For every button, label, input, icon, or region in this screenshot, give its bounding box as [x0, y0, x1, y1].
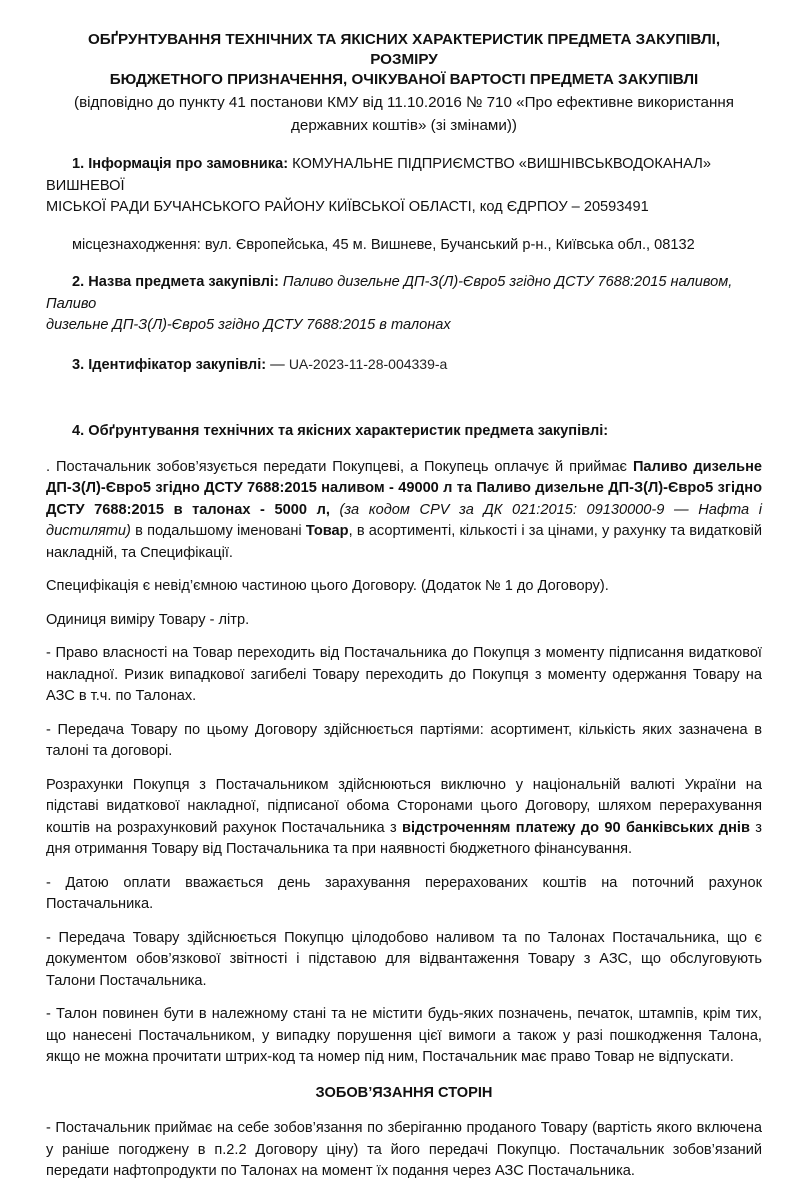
paragraph-supply-terms: [46, 457, 762, 565]
section-subject-text-2: дизельне ДП-З(Л)-Євро5 згідно ДСТУ 7688:2015 в талонах: [46, 317, 451, 333]
supply-terms-mid: в подальшому іменовані: [130, 523, 306, 539]
section-subject-text-1: Паливо дизельне ДП-З(Л)-Євро5 згідно ДСТУ 7688:2015 наливом, Паливо: [46, 274, 733, 312]
supply-terms-goods: Товар: [305, 523, 349, 539]
paragraph-payment-date: - Датою оплати вважається день зарахування перерахованих коштів на поточний рахунок Постачальника.: [46, 874, 762, 912]
title-line-1: ОБҐРУНТУВАННЯ ТЕХНІЧНИХ ТА ЯКІСНИХ ХАРАКТЕРИСТИК ПРЕДМЕТА ЗАКУПІВЛІ, РОЗМІРУ: [87, 31, 721, 68]
payments-deferral: відстроченням платежу до 90 банківських днів: [402, 819, 750, 836]
subtitle-line-2: державних коштів» (зі змінами)): [291, 117, 517, 134]
paragraph-delivery-batches: - Передача Товару по цьому Договору здійснюється партіями: асортимент, кількість яких зазначена в талоні та договорі.: [46, 721, 762, 759]
section-id-dash: —: [266, 356, 289, 373]
document-subtitle: [46, 91, 762, 137]
section-procurement-id: [46, 354, 762, 377]
title-line-2: БЮДЖЕТНОГО ПРИЗНАЧЕННЯ, ОЧІКУВАНОЇ ВАРТОСТІ ПРЕДМЕТА ЗАКУПІВЛІ: [109, 71, 699, 88]
paragraph-obligations: - Постачальник приймає на себе зобов’язання по зберіганню проданого Товару (вартість якого включена у раніше погоджену в п.2.2 Договору ціну) та його передачі Покупцю. Постачальник зобов’язаний передати нафтопродукти по Талонах на момент їх подання через АЗС Постачальника.: [46, 1120, 762, 1179]
supply-terms-product: Паливо дизельне ДП-З(Л)-Євро5 згідно ДСТУ 7688:2015 наливом - 49000 л та Паливо дизельне ДП-З(Л)-Євро5 згідно ДСТУ 7688:2015 в талонах - 5000 л,: [46, 458, 763, 518]
obligations-heading: ЗОБОВ’ЯЗАННЯ СТОРІН: [315, 1084, 493, 1101]
payments-lead: Розрахунки Покупця з Постачальником здійснюються виключно у національній валюті України на підставі видаткової накладної, підписаної обома Сторонами цього Договору, шляхом перерахування коштів на розрахунковий рахунок Постачальника з: [46, 776, 762, 836]
paragraph-payments: [46, 775, 762, 861]
section-id-label: 3. Ідентифікатор закупівлі:: [72, 356, 267, 373]
subtitle-line-1: (відповідно до пункту 41 постанови КМУ від 11.10.2016 № 710 «Про ефективне використання: [74, 94, 734, 111]
paragraph-ownership: - Право власності на Товар переходить від Постачальника до Покупця з моменту підписання видаткової накладної. Ризик випадкової загибелі Товару переходить до Покупця з моменту одержання Товару на АЗС в т.ч. по Талонах.: [46, 645, 762, 704]
section-subject-label: 2. Назва предмета закупівлі:: [72, 274, 279, 290]
customer-location: місцезнаходження: вул. Європейська, 45 м. Вишневе, Бучанський р-н., Київська обл., 08132: [72, 236, 695, 253]
section-customer-info: [46, 154, 762, 219]
supply-terms-lead: . Постачальник зобов’язується передати Покупцеві, а Покупець оплачує й приймає: [46, 458, 633, 475]
supply-terms-cpv: (за кодом CPV за ДК 021:2015: 09130000-9 — Нафта і дистиляти): [46, 501, 762, 539]
section-customer-text-2: МІСЬКОЇ РАДИ БУЧАНСЬКОГО РАЙОНУ КИЇВСЬКОЇ ОБЛАСТІ, код ЄДРПОУ – 20593491: [46, 199, 649, 215]
paragraph-specification: Специфікація є невід’ємною частиною цього Договору. (Додаток № 1 до Договору).: [46, 578, 609, 594]
payments-tail: з дня отримання Товару від Постачальника та при наявності бюджетного фінансування.: [46, 819, 762, 857]
paragraph-unit: Одиниця виміру Товару - літр.: [46, 611, 250, 628]
paragraph-coupon: - Талон повинен бути в належному стані та не містити будь-яких позначень, печаток, штампів, крім тих, що нанесені Постачальником, у випадку порушення цієї вимоги а також у разі пошкодження Талона, якщо не можна прочитати штрих-код та номер під ним, Постачальник має право Товар не відпускати.: [46, 1006, 762, 1065]
section-justification-label: 4. Обґрунтування технічних та якісних характеристик предмета закупівлі:: [72, 423, 609, 439]
section-customer-text-1: КОМУНАЛЬНЕ ПІДПРИЄМСТВО «ВИШНІВСЬКВОДОКАНАЛ» ВИШНЕВОЇ: [46, 156, 711, 194]
section-customer-label: 1. Інформація про замовника:: [72, 156, 289, 172]
paragraph-transfer: - Передача Товару здійснюється Покупцю цілодобово наливом та по Талонах Постачальника, що є документом обов’язкової звітності і підставою для відвантаження Товару з АЗС, що обслуговують Талони Постачальника.: [46, 929, 762, 989]
procurement-id: UA-2023-11-28-004339-a: [288, 355, 448, 372]
section-procurement-subject: [46, 272, 762, 337]
document-title: [46, 30, 762, 90]
supply-terms-tail: , в асортименті, кількості і за цінами, у рахунку та видатковій накладній, та Специфікації.: [46, 523, 762, 561]
